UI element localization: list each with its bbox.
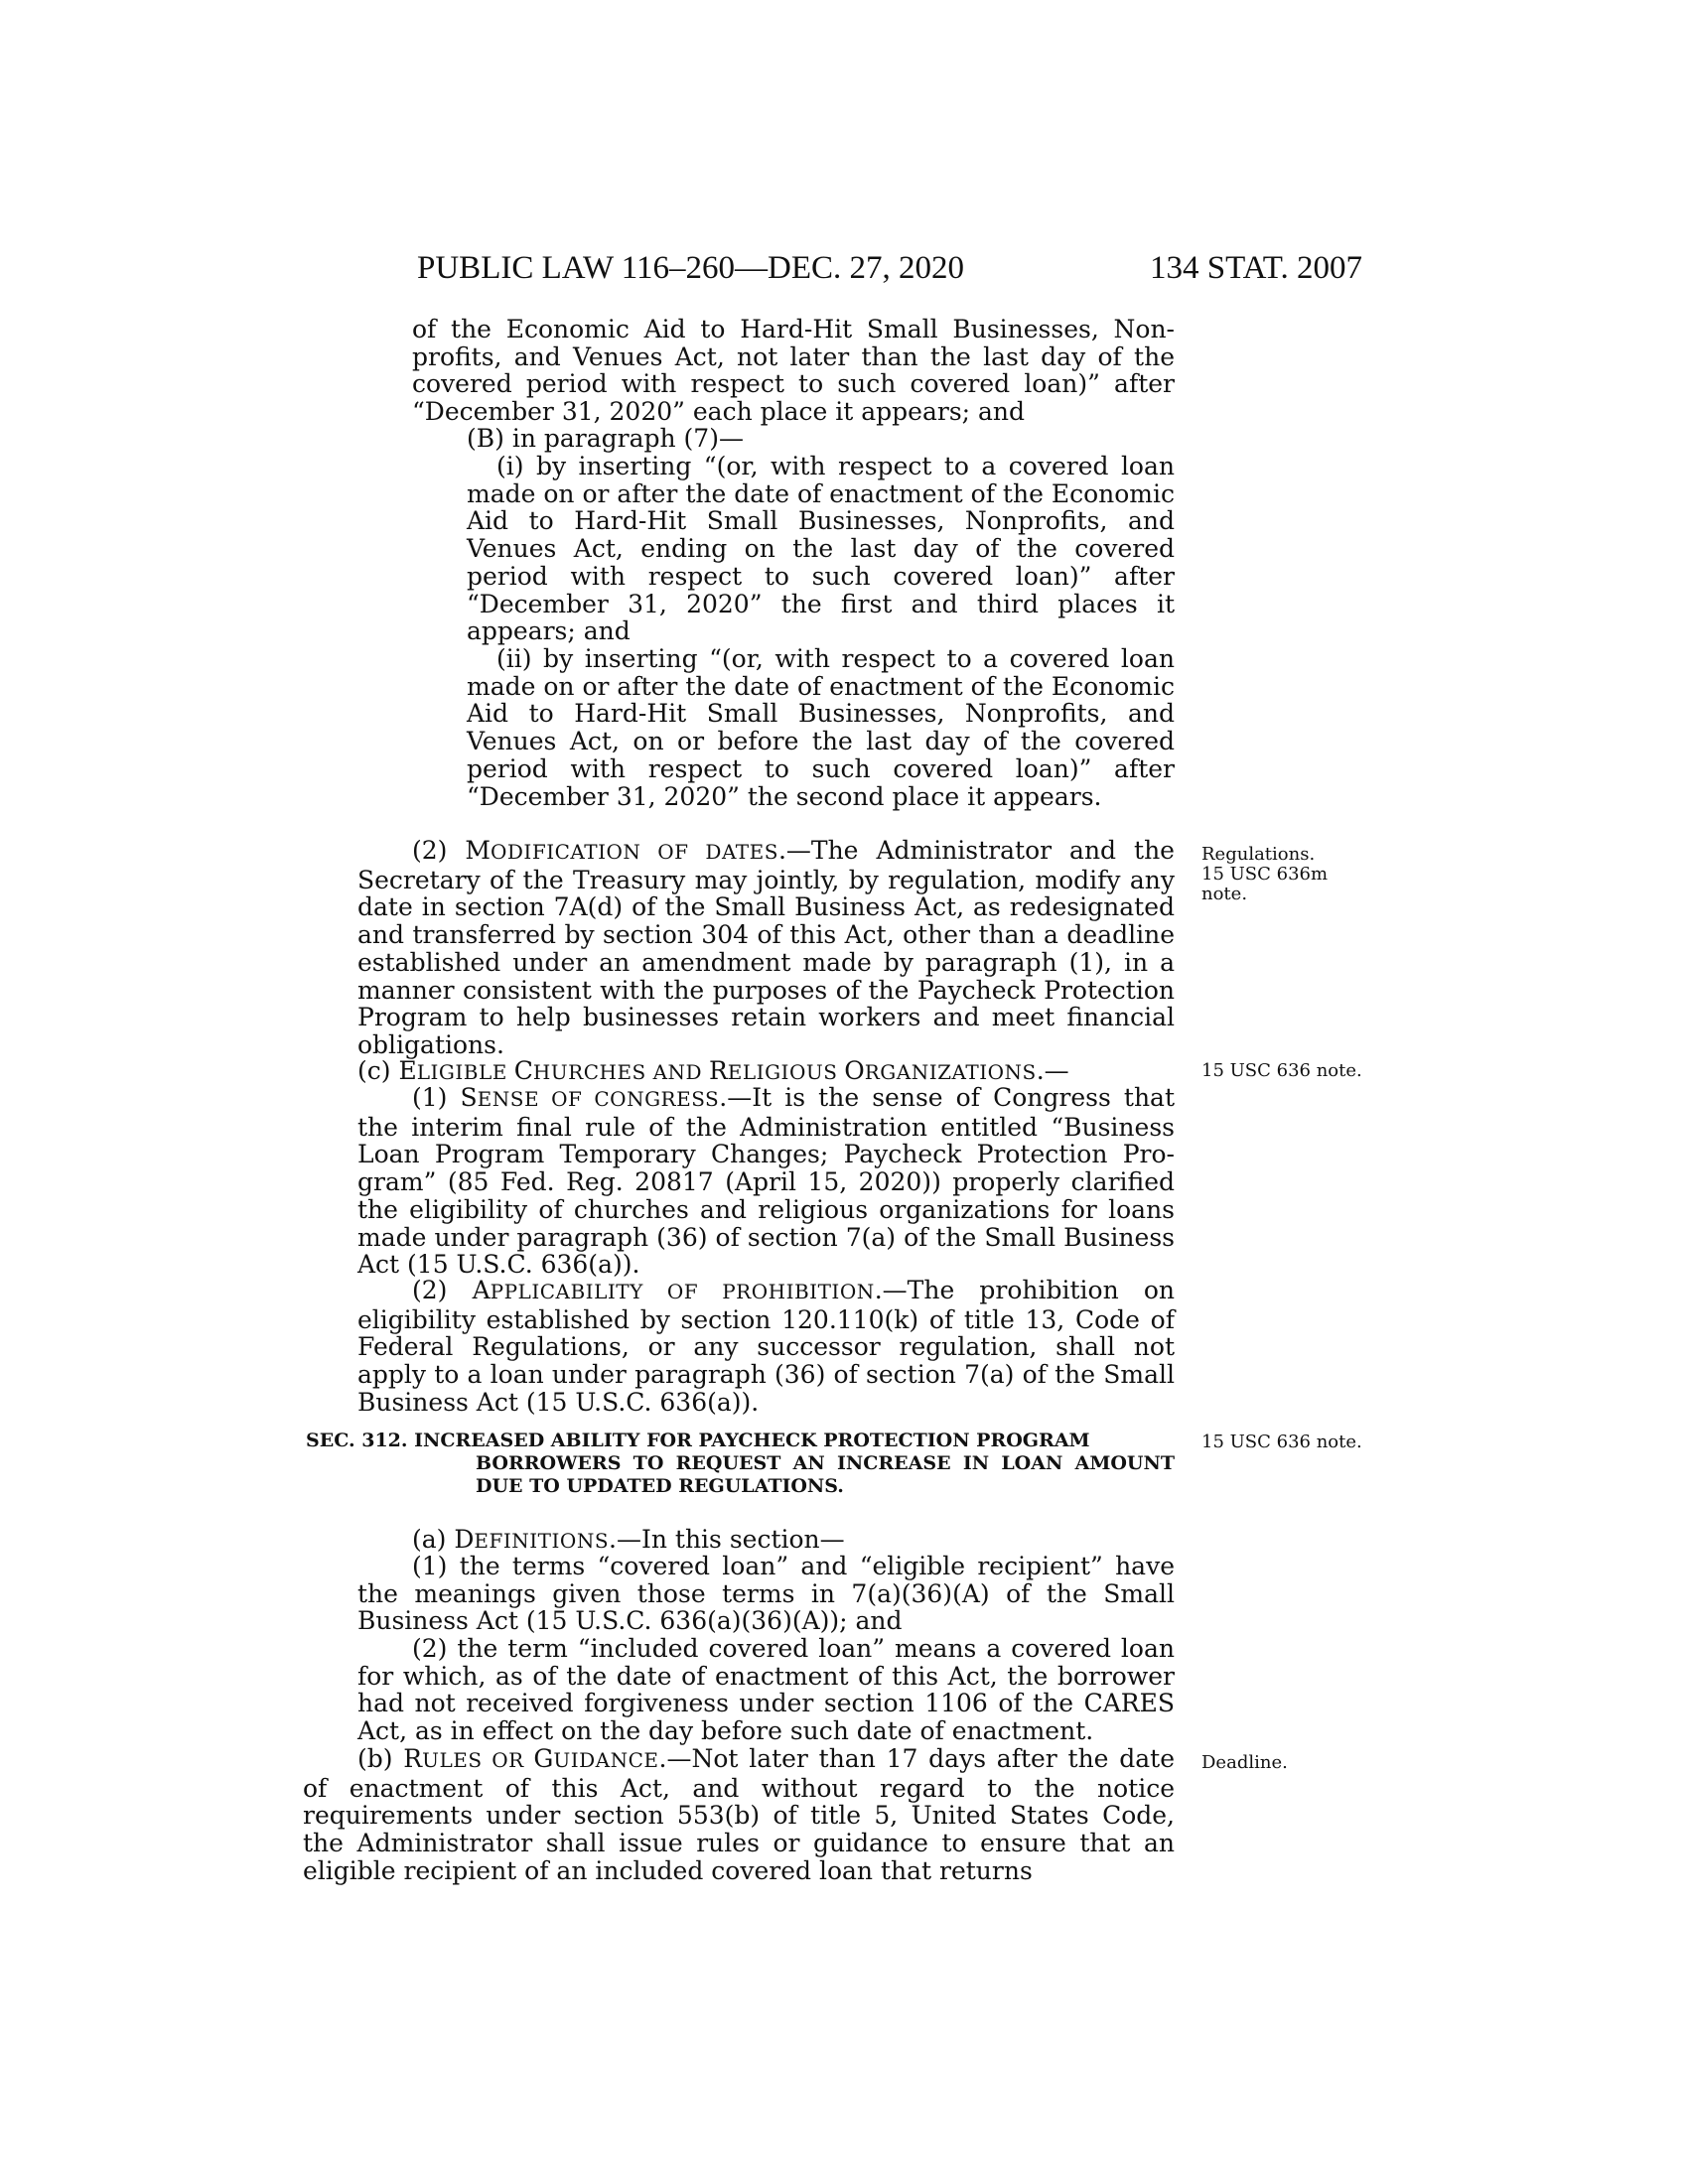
paragraph-definition-included-covered-loan: (2) the term “included covered loan” means a covered loan for which, as of the date of enactment of this Act, the borrower had not received forgiveness under section 1106 of the CARES Act, as in effect on the day before such date of enactment. xyxy=(357,1634,1175,1746)
heading-part: ULES OR xyxy=(422,1748,534,1772)
paragraph-label: (2) M xyxy=(412,836,491,865)
running-header-page-number: 134 STAT. 2007 xyxy=(1149,250,1362,286)
paragraph-definition-covered-loan: (1) the terms “covered loan” and “eligible recipient” have the meanings given those terms in 7(a)(36)(A) of the Small Business Act (15 U.S.C. 636(a)(36)(A)); and xyxy=(357,1552,1175,1636)
margin-note-deadline: Deadline. xyxy=(1201,1752,1288,1773)
paragraph-heading-smallcaps: PPLICABILITY OF PROHIBITION xyxy=(490,1280,875,1303)
section-title-continuation: BORROWERS TO REQUEST AN INCREASE IN LOAN AMOUNT DUE TO UPDATED REGULATIONS. xyxy=(476,1452,1175,1497)
margin-note-regulations: Regulations. 15 USC 636m note. xyxy=(1201,844,1329,904)
heading-part: G xyxy=(533,1744,554,1773)
heading-part: O xyxy=(844,1056,865,1085)
paragraph-continuation: of the Economic Aid to Hard-Hit Small Businesses, Nonprofits, and Venues Act, not later than the last day of the covered period with respect to such covered loan)” after “December 31, 2020” each place it appears; and xyxy=(412,315,1175,427)
section-body: .—In this section— xyxy=(609,1525,845,1554)
paragraph-ii-inserting: (ii) by inserting “(or, with respect to a covered loan made on or after the date of enactment of the Economic Aid to Hard-Hit Small Businesses, Nonprofits, and Venues Act, on or before the last day of the covered period with respect to such covered loan)” after “December 31, 2020” the second place it appears. xyxy=(467,644,1175,811)
section-label: (a) D xyxy=(412,1525,475,1554)
paragraph-i-inserting: (i) by inserting “(or, with respect to a covered loan made on or after the date of enactment of the Economic Aid to Hard-Hit Small Businesses, Nonprofits, and Venues Act, ending on the last day of the covered period with respect to such covered loan)” after “December 31, 2020” the first and third places it appears; and xyxy=(467,452,1175,646)
heading-part: R xyxy=(708,1056,728,1085)
heading-part: RGANIZATIONS xyxy=(864,1060,1037,1084)
heading-part: LIGIBLE xyxy=(416,1060,514,1084)
paragraph-label: (2) A xyxy=(412,1276,491,1304)
margin-note-sec312: 15 USC 636 note. xyxy=(1201,1432,1362,1452)
heading-part: UIDANCE xyxy=(553,1748,659,1772)
paragraph-b-paragraph-7: (B) in paragraph (7)— xyxy=(467,424,744,453)
heading-part: C xyxy=(513,1056,533,1085)
section-label: (c) E xyxy=(357,1056,417,1085)
margin-note-churches: 15 USC 636 note. xyxy=(1201,1060,1362,1081)
section-number: SEC. 312. xyxy=(306,1430,408,1451)
paragraph-label: (1) S xyxy=(412,1083,478,1112)
paragraph-body: .—The prohibition on eligibility established by section 120.110(k) of title 13, Code of Federal Regulations, or any successor regulation, shall not apply to a loan under paragraph (36) of section 7(a) of the Small Business Act (15 U.S.C. 636(a)). xyxy=(357,1276,1176,1417)
section-body: .—Not later than 17 days after the date of enactment of this Act, and without regard to the notice requirements under section 553(b) of title 5, United States Code, the Administrator shall issue rules or guidance to ensure that an eligible recipient of an included covered loan that returns xyxy=(303,1744,1175,1885)
paragraph-applicability-of-prohibition xyxy=(357,1277,1175,1417)
paragraph-body: .—It is the sense of Congress that the interim final rule of the Administration entitled “Business Loan Program Temporary Changes; Paycheck Protection Program” (85 Fed. Reg. 20817 (April 15, 2020)) properly clarified the eligibility of churches and religious organizations for loans made under paragraph (36) of section 7(a) of the Small Business Act (15 U.S.C. 636(a)). xyxy=(357,1083,1175,1280)
section-312-heading xyxy=(306,1430,1175,1452)
heading-part: ELIGIOUS xyxy=(727,1060,845,1084)
paragraph-modification-of-dates xyxy=(357,837,1175,1059)
section-b-rules-or-guidance xyxy=(303,1745,1175,1885)
paragraph-body: .—The Administrator and the Secretary of the Treasury may jointly, by regulation, modify any date in section 7A(d) of the Small Business Act, as redesignated and transferred by section 304 of this Act, other than a deadline established under an amendment made by paragraph (1), in a manner consistent with the purposes of the Paycheck Protection Program to help businesses retain workers and meet financial obligations. xyxy=(357,836,1175,1059)
paragraph-heading-smallcaps: ENSE OF CONGRESS xyxy=(477,1087,720,1111)
section-heading-smallcaps: EFINITIONS xyxy=(474,1529,610,1553)
paragraph-heading-smallcaps: ODIFICATION OF DATES xyxy=(490,840,778,864)
paragraph-sense-of-congress xyxy=(357,1084,1175,1279)
section-title-line1: INCREASED ABILITY FOR PAYCHECK PROTECTION PROGRAM xyxy=(414,1430,1090,1451)
section-label: (b) R xyxy=(357,1744,423,1773)
running-header-title: PUBLIC LAW 116–260—DEC. 27, 2020 xyxy=(417,250,965,286)
heading-part: HURCHES AND xyxy=(532,1060,709,1084)
heading-part: .— xyxy=(1036,1056,1069,1085)
